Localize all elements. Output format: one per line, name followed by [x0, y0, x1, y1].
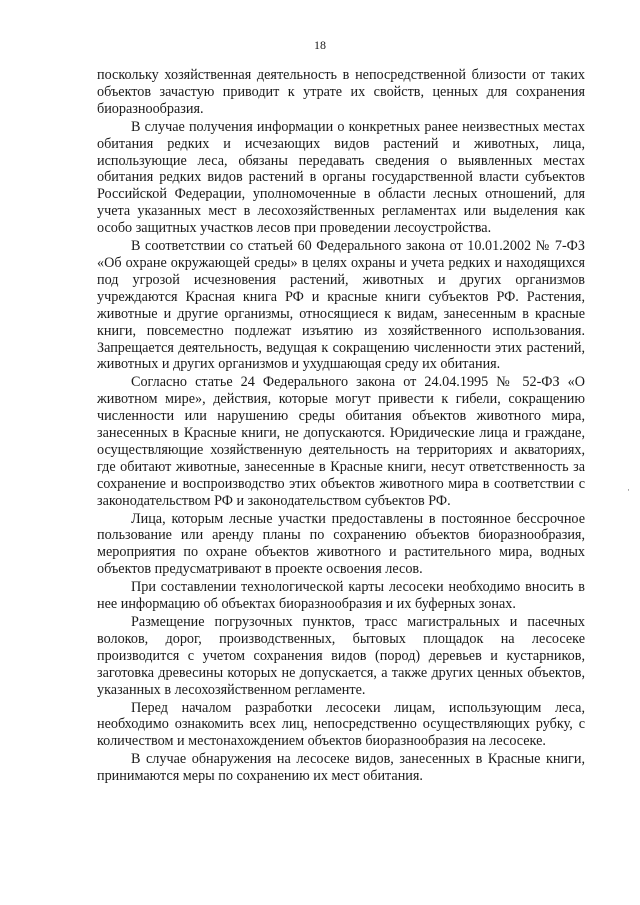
paragraph: При составлении технологической карты лесосеки необходимо вносить в нее информацию об объектах биоразнообразия и их буферных зонах. — [97, 579, 585, 613]
paragraph: Согласно статье 24 Федерального закона от 24.04.1995 № 52-ФЗ «О животном мире», действия, которые могут привести к гибели, сокращению численности или нарушению среды обитания объектов животного мира, занесенных в Красные книги, не допускаются. Юридические лица и граждане, осуществляющие хозяйственную деятельность на территориях и акваториях, где обитают животные, занесенные в Красные книги, несут ответственность за сохранение и воспроизводство этих объектов животного мира в соответствии с законодательством РФ и законодательством субъектов РФ. — [97, 374, 585, 509]
paragraph: В соответствии со статьей 60 Федерального закона от 10.01.2002 № 7-ФЗ «Об охране окружающей среды» в целях охраны и учета редких и находящихся под угрозой исчезновения растений, животных и других организмов учреждаются Красная книга РФ и красные книги субъектов РФ. Растения, животные и другие организмы, относящиеся к видам, занесенным в красные книги, повсеместно подлежат изъятию из хозяйственного использования. Запрещается деятельность, ведущая к сокращению численности этих растений, животных и других организмов и ухудшающая среду их обитания. — [97, 238, 585, 373]
paragraph: поскольку хозяйственная деятельность в непосредственной близости от таких объектов зачастую приводит к утрате их свойств, ценных для сохранения биоразнообразия. — [97, 67, 585, 117]
paragraph: Лица, которым лесные участки предоставлены в постоянное бессрочное пользование или аренду планы по сохранению объектов биоразнообразия, мероприятия по охране объектов животного и растительного мира, водных объектов предусматривают в проекте освоения лесов. — [97, 510, 585, 578]
paragraph: В случае получения информации о конкретных ранее неизвестных местах обитания редких и исчезающих видов растений и животных, лица, использующие леса, обязаны передавать сведения о выявленных местах обитания редких видов растений в органы государственной власти субъектов Российской Федерации, уполномоченные в области лесных отношений, для учета указанных мест в лесохозяйственных регламентах или выделения как особо защитных участков лесов при проведении лесоустройства. — [97, 118, 585, 237]
paragraph: Перед началом разработки лесосеки лицам, использующим леса, необходимо ознакомить всех лиц, непосредственно осуществляющих рубку, с количеством и местонахождением объектов биоразнообразия на лесосеке. — [97, 699, 585, 750]
paragraph: В случае обнаружения на лесосеке видов, занесенных в Красные книги, принимаются меры по сохранению их мест обитания. — [97, 751, 585, 785]
page-number: 18 — [314, 38, 326, 52]
margin-mark: · — [627, 485, 630, 495]
paragraph: Размещение погрузочных пунктов, трасс магистральных и пасечных волоков, дорог, производственных, бытовых площадок на лесосеке производится с учетом сохранения видов (пород) деревьев и кустарников, заготовка древесины которых не допускается, а также других ценных объектов, указанных в лесохозяйственном регламенте. — [97, 614, 585, 698]
document-body — [97, 67, 585, 786]
